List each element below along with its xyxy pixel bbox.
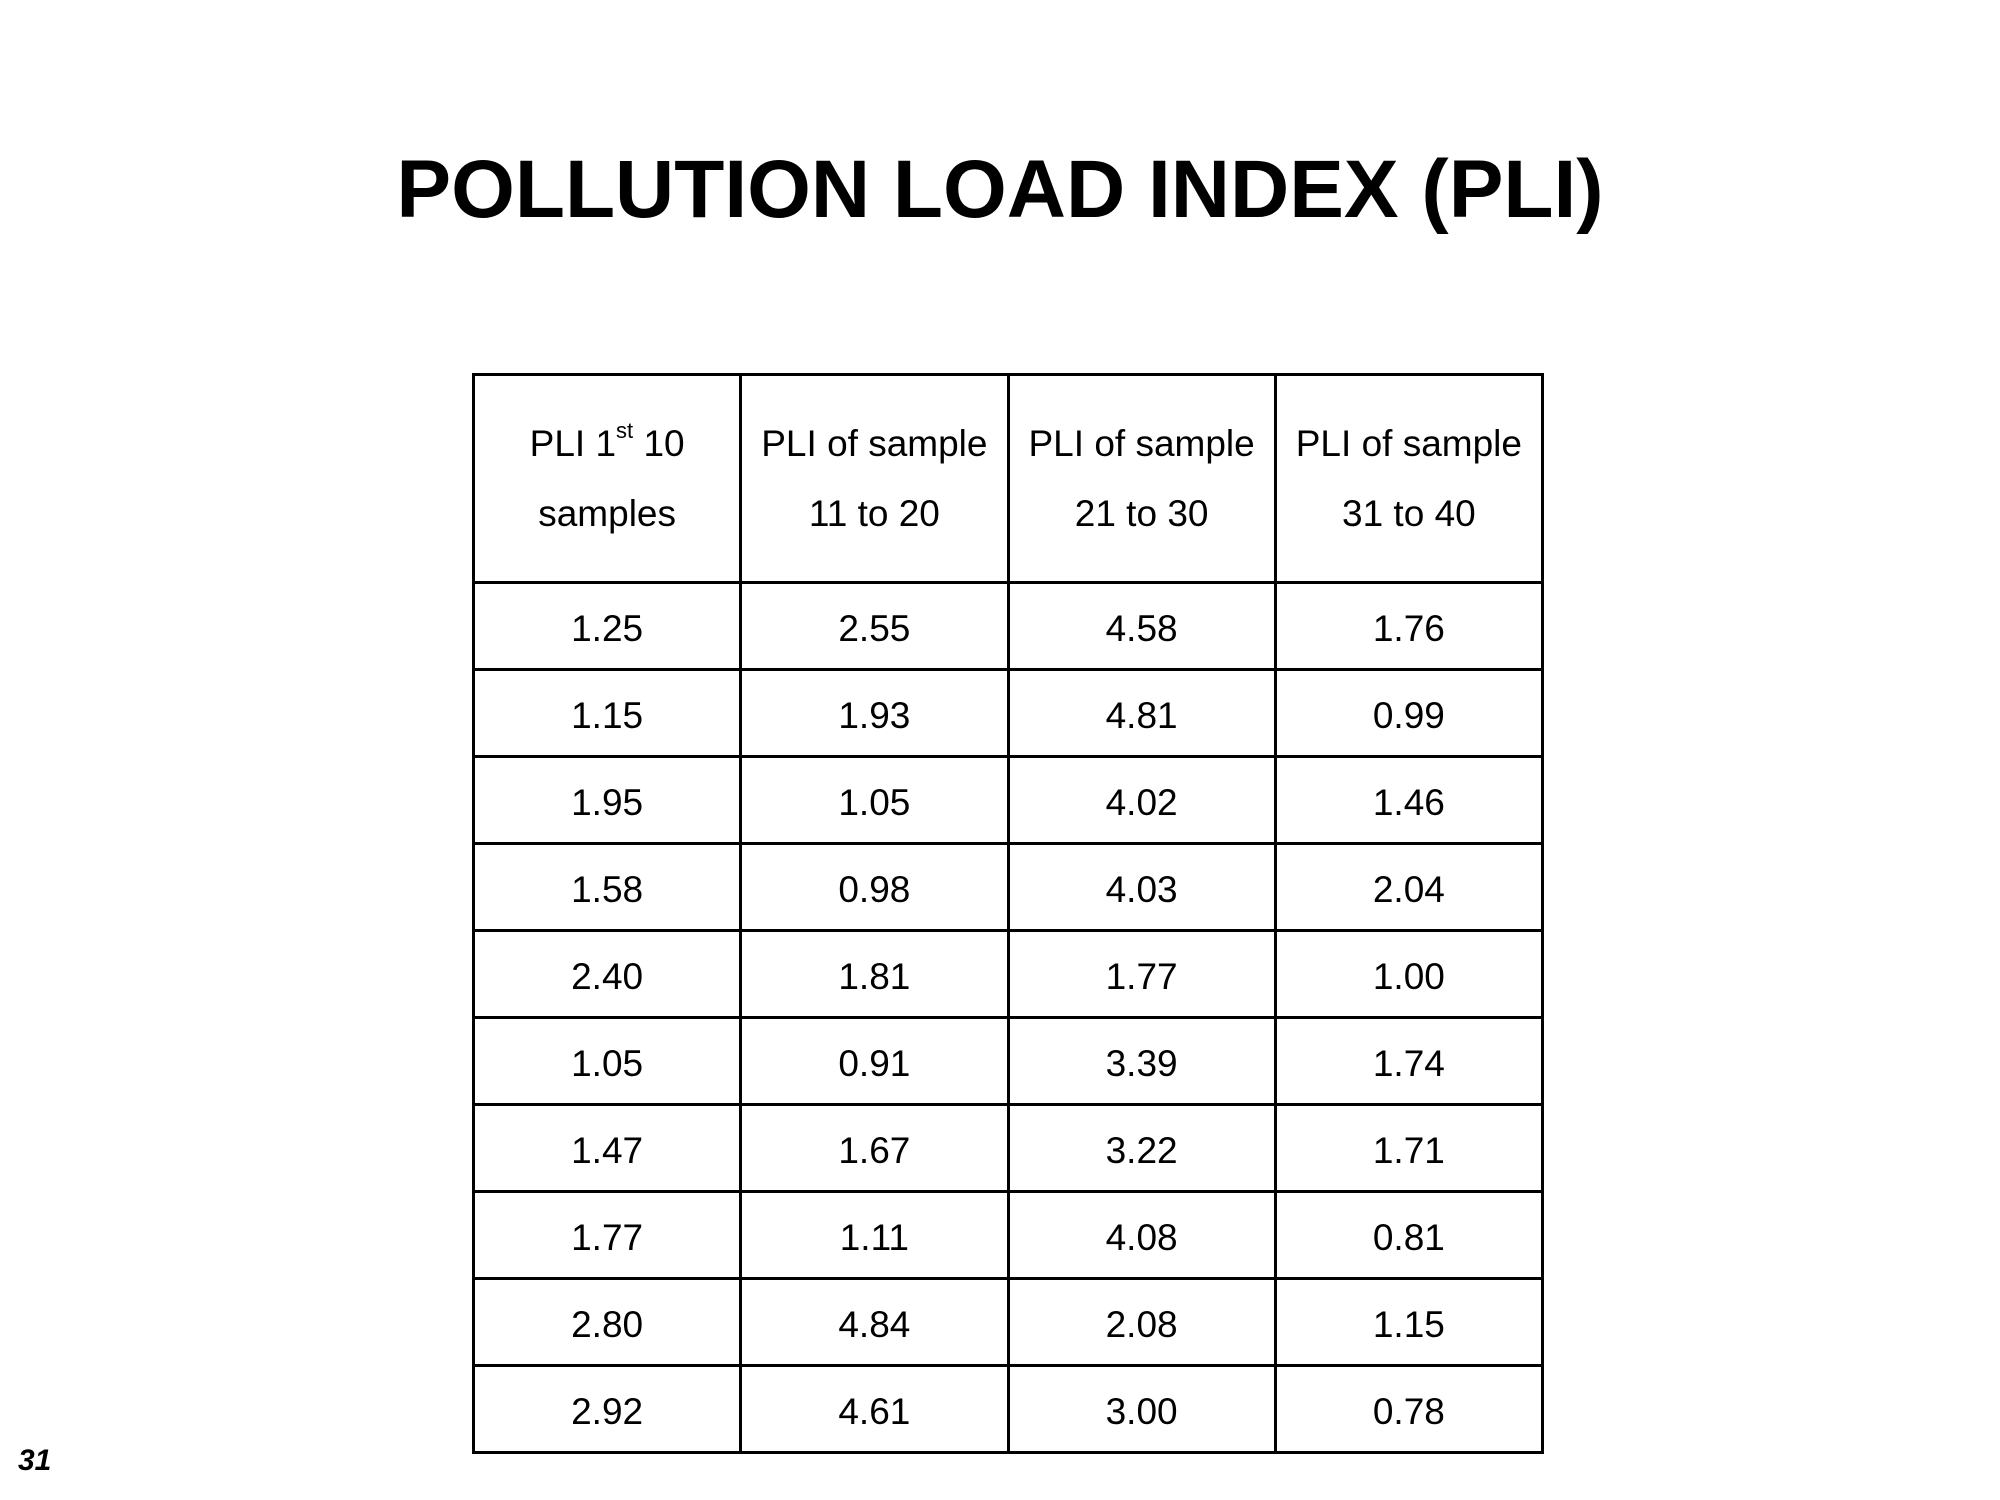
table-cell: 0.98	[741, 844, 1008, 931]
table-cell: 3.39	[1008, 1018, 1275, 1105]
table-cell: 2.92	[474, 1366, 741, 1453]
table-cell: 4.08	[1008, 1192, 1275, 1279]
table-row	[474, 583, 1543, 670]
table-cell: 3.00	[1008, 1366, 1275, 1453]
table-row	[474, 757, 1543, 844]
table-cell: 2.08	[1008, 1279, 1275, 1366]
table-row	[474, 1366, 1543, 1453]
table-cell: 1.58	[474, 844, 741, 931]
table-cell: 4.58	[1008, 583, 1275, 670]
page-title: POLLUTION LOAD INDEX (PLI)	[396, 144, 1604, 235]
column-header-samples-21-30: PLI of sample 21 to 30	[1008, 375, 1275, 583]
table-cell: 2.04	[1275, 844, 1542, 931]
table-cell: 4.61	[741, 1366, 1008, 1453]
table-cell: 4.84	[741, 1279, 1008, 1366]
column-header-samples-31-40: PLI of sample 31 to 40	[1275, 375, 1542, 583]
table-cell: 3.22	[1008, 1105, 1275, 1192]
table-cell: 1.00	[1275, 931, 1542, 1018]
table-cell: 1.93	[741, 670, 1008, 757]
table-cell: 1.71	[1275, 1105, 1542, 1192]
table-cell: 2.40	[474, 931, 741, 1018]
table-cell: 2.80	[474, 1279, 741, 1366]
table-cell: 1.81	[741, 931, 1008, 1018]
table-body	[474, 583, 1543, 1453]
table-cell: 1.05	[741, 757, 1008, 844]
table-cell: 1.74	[1275, 1018, 1542, 1105]
table-row	[474, 1105, 1543, 1192]
table-cell: 1.46	[1275, 757, 1542, 844]
column-header-samples-1-10: PLI 1st 10 samples	[474, 375, 741, 583]
table-header-row	[474, 375, 1543, 583]
table-row	[474, 670, 1543, 757]
table-cell: 1.67	[741, 1105, 1008, 1192]
table-cell: 1.47	[474, 1105, 741, 1192]
table-cell: 4.81	[1008, 670, 1275, 757]
table-cell: 1.05	[474, 1018, 741, 1105]
table-cell: 1.15	[1275, 1279, 1542, 1366]
table-cell: 1.77	[1008, 931, 1275, 1018]
table-cell: 4.03	[1008, 844, 1275, 931]
table-cell: 1.11	[741, 1192, 1008, 1279]
column-header-samples-11-20: PLI of sample 11 to 20	[741, 375, 1008, 583]
table-row	[474, 1018, 1543, 1105]
table-cell: 0.99	[1275, 670, 1542, 757]
table-cell: 1.95	[474, 757, 741, 844]
table-cell: 1.15	[474, 670, 741, 757]
table-cell: 4.02	[1008, 757, 1275, 844]
table-row	[474, 844, 1543, 931]
table-cell: 0.81	[1275, 1192, 1542, 1279]
pli-table	[472, 373, 1544, 1454]
table-cell: 0.78	[1275, 1366, 1542, 1453]
table-row	[474, 1192, 1543, 1279]
table-row	[474, 931, 1543, 1018]
table-row	[474, 1279, 1543, 1366]
table-cell: 0.91	[741, 1018, 1008, 1105]
table-cell: 2.55	[741, 583, 1008, 670]
table-cell: 1.76	[1275, 583, 1542, 670]
table-cell: 1.25	[474, 583, 741, 670]
table-cell: 1.77	[474, 1192, 741, 1279]
page-number: 31	[18, 1444, 52, 1477]
